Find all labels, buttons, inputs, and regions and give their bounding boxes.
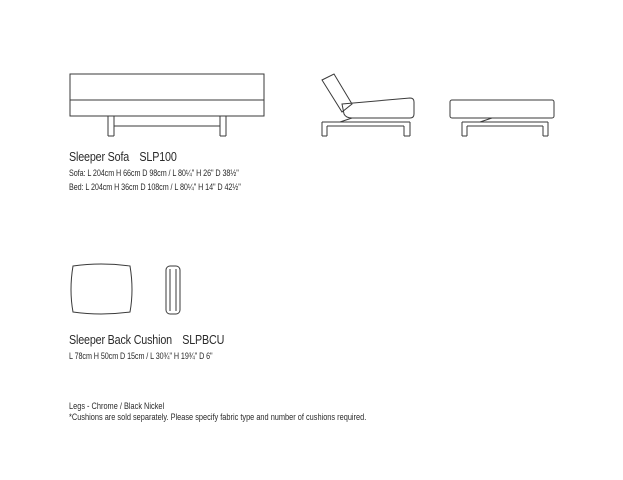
cushion-code: SLPBCU bbox=[182, 333, 225, 347]
sofa-name: Sleeper Sofa bbox=[69, 150, 130, 164]
cushion-name: Sleeper Back Cushion bbox=[69, 333, 172, 347]
cushion-dimensions: L 78cm H 50cm D 15cm / L 30¾" H 19¾" D 6" bbox=[69, 351, 213, 361]
cushions-note: *Cushions are sold separately. Please specify fabric type and number of cushions required. bbox=[69, 412, 367, 422]
legs-note: Legs - Chrome / Black Nickel bbox=[69, 401, 165, 411]
sofa-code: SLP100 bbox=[139, 150, 177, 164]
cushion-product-title bbox=[69, 333, 224, 347]
sofa-dimensions: Sofa: L 204cm H 66cm D 98cm / L 80¼" H 26" D 38½" bbox=[69, 168, 239, 178]
bed-dimensions: Bed: L 204cm H 36cm D 108cm / L 80¼" H 14" D 42½" bbox=[69, 182, 241, 192]
